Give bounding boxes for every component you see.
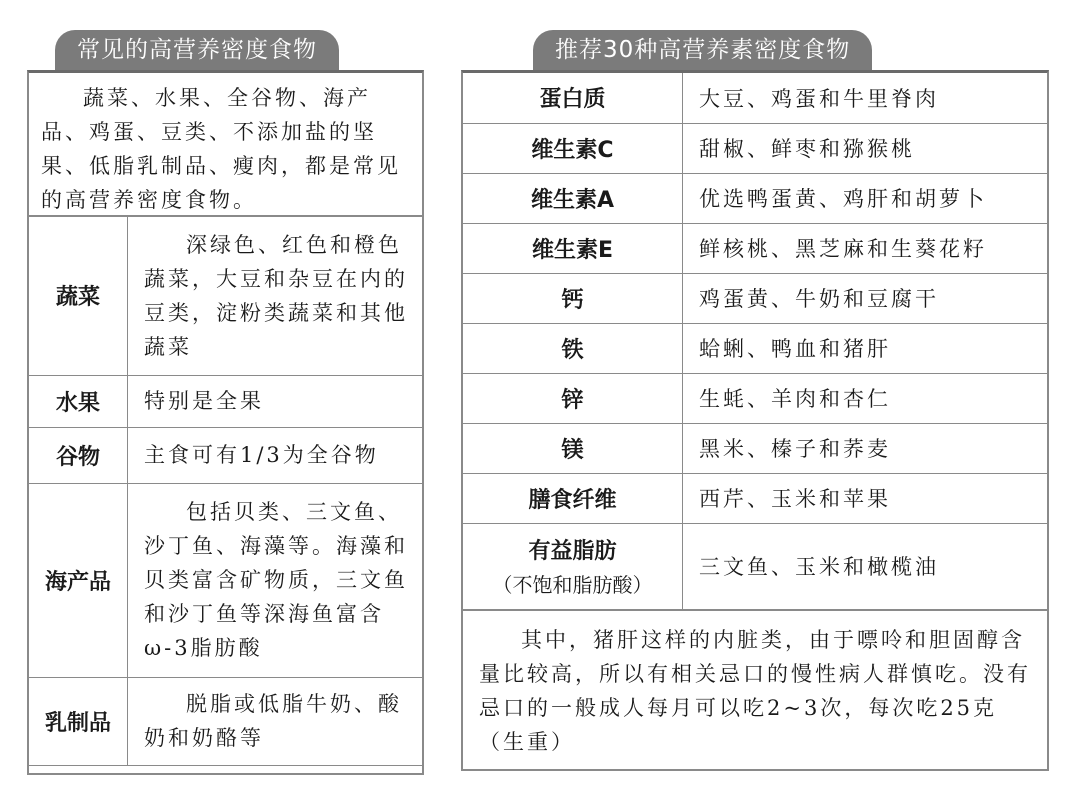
- table-row: [29, 483, 422, 677]
- nutrient-cell: 维生素A: [463, 173, 683, 223]
- nutrient-cell: 膳食纤维: [463, 473, 683, 523]
- common-foods-table: [29, 217, 422, 766]
- nutrient-foods-table: [463, 73, 1047, 610]
- category-cell: 谷物: [29, 427, 128, 483]
- foods-cell: 大豆、鸡蛋和牛里脊肉: [683, 73, 1048, 123]
- description-cell: 脱脂或低脂牛奶、酸奶和奶酪等: [128, 677, 423, 765]
- foods-cell: 黑米、榛子和荞麦: [683, 423, 1048, 473]
- category-cell: 海产品: [29, 483, 128, 677]
- nutrient-cell: [463, 523, 683, 609]
- table-row: [463, 223, 1047, 273]
- nutrient-cell: 镁: [463, 423, 683, 473]
- nutrient-subtitle: （不饱和脂肪酸）: [492, 573, 653, 597]
- nutrient-cell: 铁: [463, 323, 683, 373]
- right-panel-box: [461, 70, 1049, 771]
- right-panel-title: 推荐30种高营养素密度食物: [533, 30, 872, 70]
- table-row: [463, 523, 1047, 609]
- foods-cell: 蛤蜊、鸭血和猪肝: [683, 323, 1048, 373]
- category-cell: 蔬菜: [29, 217, 128, 375]
- table-row: [29, 217, 422, 375]
- table-row: [463, 423, 1047, 473]
- foods-cell: 生蚝、羊肉和杏仁: [683, 373, 1048, 423]
- table-row: [463, 373, 1047, 423]
- nutrient-cell: 维生素C: [463, 123, 683, 173]
- description-cell: 特别是全果: [128, 375, 423, 427]
- table-row: [463, 73, 1047, 123]
- category-cell: 水果: [29, 375, 128, 427]
- description-cell: 深绿色、红色和橙色蔬菜，大豆和杂豆在内的豆类，淀粉类蔬菜和其他蔬菜: [128, 217, 423, 375]
- nutrient-cell: 蛋白质: [463, 73, 683, 123]
- table-row: [463, 123, 1047, 173]
- nutrient-cell: 锌: [463, 373, 683, 423]
- table-row: [29, 427, 422, 483]
- foods-cell: 西芹、玉米和苹果: [683, 473, 1048, 523]
- foods-cell: 优选鸭蛋黄、鸡肝和胡萝卜: [683, 173, 1048, 223]
- foods-cell: 三文鱼、玉米和橄榄油: [683, 523, 1048, 609]
- table-row: [29, 375, 422, 427]
- table-row: [29, 677, 422, 765]
- foods-cell: 甜椒、鲜枣和猕猴桃: [683, 123, 1048, 173]
- foods-cell: 鲜核桃、黑芝麻和生葵花籽: [683, 223, 1048, 273]
- description-cell: 主食可有1/3为全谷物: [128, 427, 423, 483]
- left-intro-text: 蔬菜、水果、全谷物、海产品、鸡蛋、豆类、不添加盐的坚果、低脂乳制品、瘦肉，都是常见的高营养密度食物。: [29, 73, 422, 217]
- left-panel-box: [27, 70, 424, 775]
- table-row: [463, 323, 1047, 373]
- category-cell: 乳制品: [29, 677, 128, 765]
- foods-cell: 鸡蛋黄、牛奶和豆腐干: [683, 273, 1048, 323]
- nutrient-cell: 钙: [463, 273, 683, 323]
- footnote-text: 其中，猪肝这样的内脏类，由于嘌呤和胆固醇含量比较高，所以有相关忌口的慢性病人群慎吃。没有忌口的一般成人每月可以吃2~3次，每次吃25克（生重）: [463, 610, 1047, 769]
- left-panel-title: 常见的高营养密度食物: [55, 30, 339, 70]
- table-row: [463, 173, 1047, 223]
- table-row: [463, 273, 1047, 323]
- nutrient-name: 有益脂肪: [528, 539, 617, 564]
- description-cell: 包括贝类、三文鱼、沙丁鱼、海藻等。海藻和贝类富含矿物质，三文鱼和沙丁鱼等深海鱼富含ω-3脂肪酸: [128, 483, 423, 677]
- nutrient-cell: 维生素E: [463, 223, 683, 273]
- table-row: [463, 473, 1047, 523]
